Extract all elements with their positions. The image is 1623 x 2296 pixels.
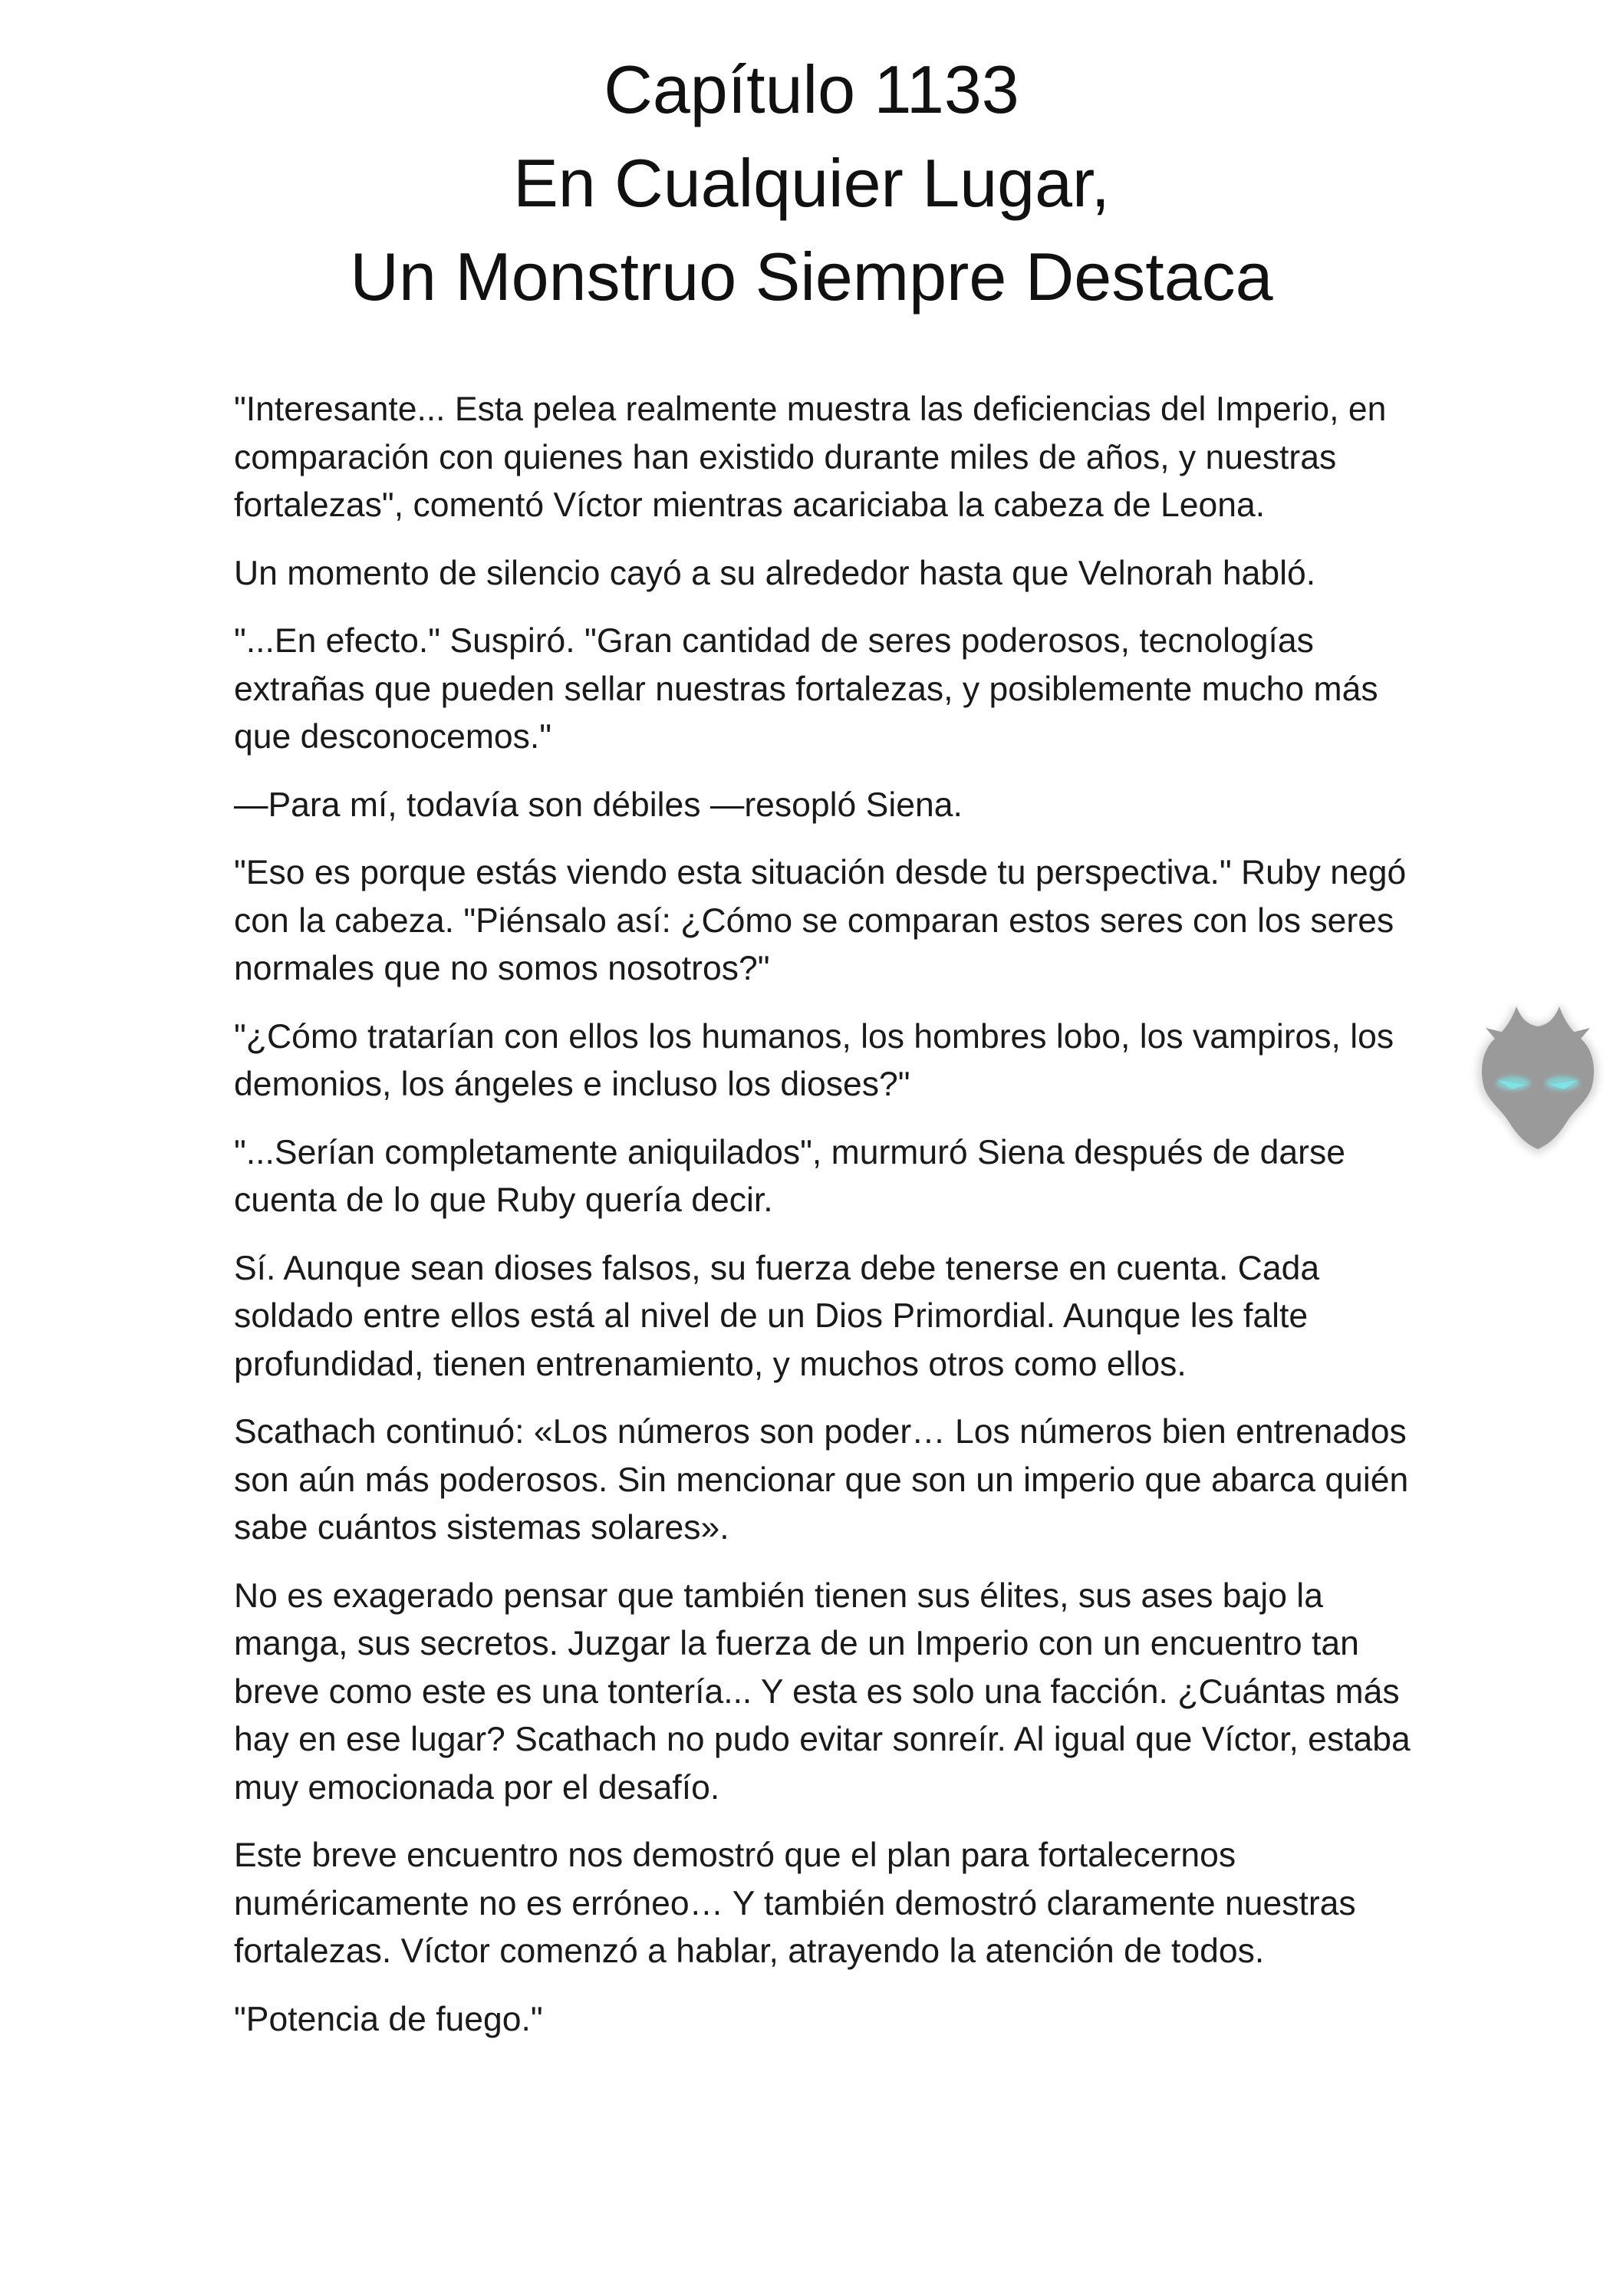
chapter-title-line-1: En Cualquier Lugar, — [513, 145, 1110, 221]
paragraph-9: Scathach continuó: «Los números son poder… Los números bien entrenados son aún más poderosos. Sin mencionar que son un imperio que abarca quién sabe cuántos sistemas solares». — [234, 1413, 1409, 1547]
demon-head-logo-icon — [1469, 990, 1607, 1166]
paragraph-12: "Potencia de fuego." — [234, 2000, 543, 2038]
paragraph-10: No es exagerado pensar que también tienen sus élites, sus ases bajo la manga, sus secretos. Juzgar la fuerza de un Imperio con un encuentro tan breve como este es una tontería... Y esta es solo una facción. ¿Cuántas más hay en ese lugar? Scathach no pudo evitar sonreír. Al igual que Víctor, estaba muy emocionada por el desafío. — [234, 1576, 1411, 1807]
chapter-title — [0, 43, 1623, 324]
paragraph-5: "Eso es porque estás viendo esta situación desde tu perspectiva." Ruby negó con la cabeza. "Piénsalo así: ¿Cómo se comparan estos seres con los seres normales que no somos nosotros?" — [234, 854, 1407, 987]
paragraph-1: "Interesante... Esta pelea realmente muestra las deficiencias del Imperio, en comparación con quienes han existido durante miles de años, y nuestras fortalezas", comentó Víctor mientras acariciaba la cabeza de Leona. — [234, 390, 1387, 524]
paragraph-2: Un momento de silencio cayó a su alrededor hasta que Velnorah habló. — [234, 554, 1316, 592]
chapter-body — [234, 386, 1430, 2064]
chapter-number: Capítulo 1133 — [604, 51, 1019, 127]
paragraph-6: "¿Cómo tratarían con ellos los humanos, los hombres lobo, los vampiros, los demonios, los ángeles e incluso los dioses?" — [234, 1017, 1394, 1103]
chapter-title-line-2: Un Monstruo Siempre Destaca — [350, 239, 1273, 315]
paragraph-8: Sí. Aunque sean dioses falsos, su fuerza debe tenerse en cuenta. Cada soldado entre ellos está al nivel de un Dios Primordial. Aunque les falte profundidad, tienen entrenamiento, y muchos otros como ellos. — [234, 1249, 1320, 1383]
paragraph-3: "...En efecto." Suspiró. "Gran cantidad de seres poderosos, tecnologías extrañas que pueden sellar nuestras fortalezas, y posiblemente mucho más que desconocemos." — [234, 622, 1378, 756]
paragraph-11: Este breve encuentro nos demostró que el plan para fortalecernos numéricamente no es erróneo… Y también demostró claramente nuestras fortalezas. Víctor comenzó a hablar, atrayendo la atención de todos. — [234, 1836, 1356, 1970]
paragraph-7: "...Serían completamente aniquilados", murmuró Siena después de darse cuenta de lo que Ruby quería decir. — [234, 1133, 1345, 1219]
paragraph-4: —Para mí, todavía son débiles —resopló Siena. — [234, 786, 963, 824]
